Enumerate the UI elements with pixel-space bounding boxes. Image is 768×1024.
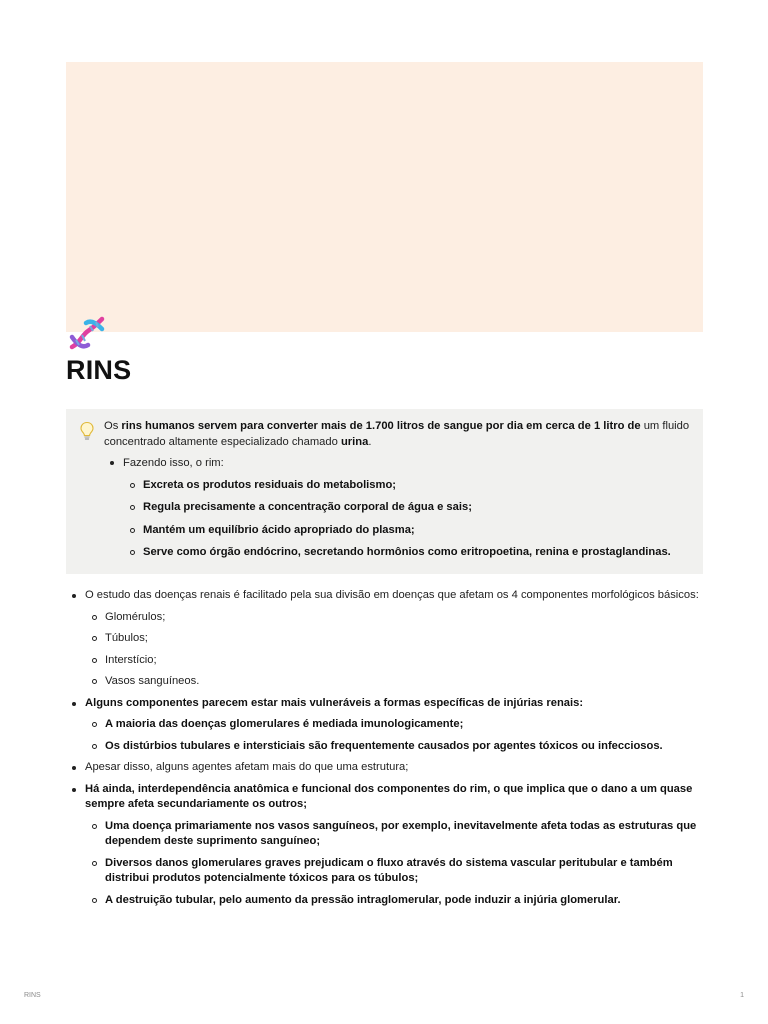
list-item-text: Alguns componentes parecem estar mais vulneráveis a formas específicas de injúrias renais: [85, 696, 584, 709]
sub-list [85, 717, 706, 754]
sub-list-item-text: A maioria das doenças glomerulares é mediada imunologicamente; [105, 718, 464, 730]
list-item [66, 588, 706, 690]
sub-list-item [123, 500, 694, 516]
footer-title: RINS [24, 992, 41, 999]
sub-list-item-text: Túbulos; [105, 632, 148, 644]
intro-bold-text: urina [340, 435, 369, 448]
sub-list-item-text: Vasos sanguíneos. [105, 675, 200, 687]
main-content [66, 588, 706, 914]
list-item-text: O estudo das doenças renais é facilitado pela sua divisão em doenças que afetam os 4 componentes morfológicos básicos: [85, 589, 699, 601]
sub-list-item [85, 631, 706, 647]
sub-list [85, 819, 706, 909]
list-item-text: Há ainda, interdependência anatômica e funcional dos componentes do rim, o que implica que o dano a um quase sempre afeta secundariamente os outros; [85, 782, 693, 810]
sub-list-item [85, 739, 706, 755]
page-title: RINS [66, 355, 132, 385]
sub-list-item-text: Os distúrbios tubulares e intersticiais são frequentemente causados por agentes tóxicos ou infecciosos. [105, 739, 663, 752]
list-item-text: Fazendo isso, o rim: [123, 457, 224, 469]
intro-text: . [368, 435, 372, 448]
page-number: 1 [740, 992, 744, 999]
sub-list-item-text: Excreta os produtos residuais do metabolismo; [143, 478, 397, 491]
sub-list-item [85, 610, 706, 626]
intro-text: Os [104, 420, 122, 432]
callout-intro [104, 419, 694, 450]
sub-list-item [85, 717, 706, 733]
dna-icon [66, 313, 108, 355]
sub-list-item [85, 893, 706, 909]
page-cover [66, 62, 703, 332]
content-list [66, 588, 706, 908]
sub-list-item [85, 653, 706, 669]
callout-list [104, 455, 694, 561]
sub-list-item [123, 545, 694, 561]
sub-list-item-text: Regula precisamente a concentração corporal de água e sais; [143, 501, 472, 513]
callout-sublist [123, 478, 694, 561]
list-item [104, 455, 694, 561]
sub-list-item-text: Mantém um equilíbrio ácido apropriado do plasma; [143, 523, 415, 536]
intro-text: um fluido concentrado altamente especializado chamado [104, 420, 690, 448]
list-item [66, 782, 706, 909]
sub-list-item-text: Serve como órgão endócrino, secretando hormônios como eritropoetina, renina e prostaglandinas. [143, 546, 671, 558]
sub-list-item [85, 674, 706, 690]
lightbulb-icon [79, 421, 95, 441]
list-item-text: Apesar disso, alguns agentes afetam mais do que uma estrutura; [85, 761, 409, 773]
list-item [66, 760, 706, 776]
callout-body [104, 419, 694, 568]
sub-list-item [85, 856, 706, 887]
sub-list-item [85, 819, 706, 850]
sub-list-item-text: Diversos danos glomerulares graves prejudicam o fluxo através do sistema vascular peritubular e também distribui produtos potencialmente tóxicos para os túbulos; [105, 856, 673, 884]
callout-box [66, 409, 703, 574]
sub-list-item-text: A destruição tubular, pelo aumento da pressão intraglomerular, pode induzir a injúria glomerular. [105, 893, 621, 906]
sub-list-item [123, 523, 694, 539]
sub-list-item [123, 478, 694, 494]
list-item [66, 696, 706, 755]
intro-bold-text: rins humanos servem para converter mais de 1.700 litros de sangue por dia em cerca de 1 litro de [121, 420, 641, 432]
sub-list [85, 610, 706, 690]
sub-list-item-text: Interstício; [105, 653, 157, 666]
sub-list-item-text: Uma doença primariamente nos vasos sanguíneos, por exemplo, inevitavelmente afeta todas as estruturas que dependem deste suprimento sanguíneo; [105, 819, 697, 847]
sub-list-item-text: Glomérulos; [105, 610, 166, 623]
